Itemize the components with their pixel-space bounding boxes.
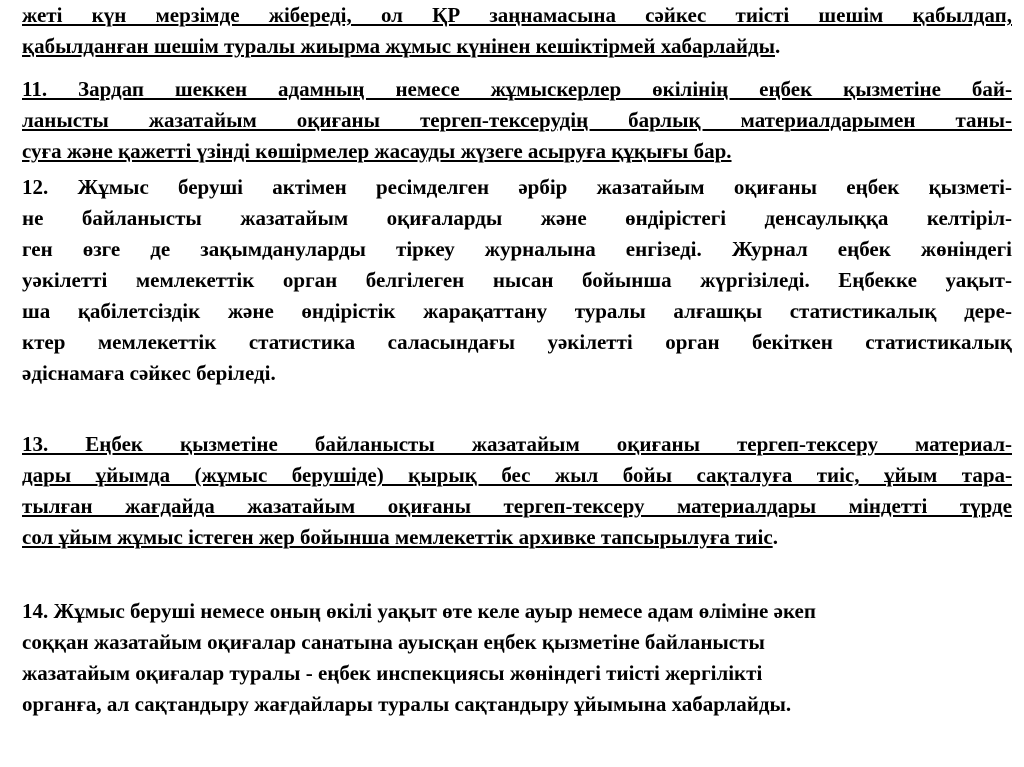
text-line: ланысты жазатайым оқиғаны тергеп-тексерудің барлық материалдарымен таны- [22, 108, 1012, 132]
text-line: суға және қажетті үзінді көшірмелер жасауды жүзеге асыруға құқығы бар. [22, 139, 732, 163]
text-line: ген өзге де зақымдануларды тіркеу журналына енгізеді. Журнал еңбек жөніндегі [22, 237, 1012, 261]
text-line: не байланысты жазатайым оқиғаларды және өндірістегі денсаулыққа келтіріл- [22, 206, 1012, 230]
paragraph-continuation [22, 0, 1012, 62]
text-line: тылған жағдайда жазатайым оқиғаны тергеп-тексеру материалдары міндетті түрде [22, 494, 1012, 518]
text-line [22, 522, 1012, 553]
paragraph-12 [22, 172, 1012, 389]
underlined-text: сол ұйым жұмыс істеген жер бойынша мемлекеттік архивке тапсырылуға тиіс [22, 525, 773, 549]
text-line: 11. Зардап шеккен адамның немесе жұмыскерлер өкілінің еңбек қызметіне бай- [22, 77, 1012, 101]
paragraph-13 [22, 429, 1012, 553]
trailing-period: . [772, 525, 778, 549]
text-line: 12. Жұмыс беруші актімен ресімделген әрбір жазатайым оқиғаны еңбек қызметі- [22, 175, 1012, 199]
text-line [22, 31, 1012, 62]
text-line: жазатайым оқиғалар туралы - еңбек инспекциясы жөніндегі тиісті жергілікті [22, 661, 763, 685]
text-line: 13. Еңбек қызметіне байланысты жазатайым оқиғаны тергеп-тексеру материал- [22, 432, 1012, 456]
underlined-text: қабылданған шешім туралы жиырма жұмыс күнінен кешіктірмей хабарлайды [22, 34, 776, 58]
text-line: ктер мемлекеттік статистика саласындағы уәкілетті орган бекіткен статистикалық [22, 330, 1012, 354]
text-line: әдіснамаға сәйкес беріледі. [22, 361, 276, 385]
text-line: соққан жазатайым оқиғалар санатына ауысқан еңбек қызметіне байланысты [22, 630, 765, 654]
text-line: органға, ал сақтандыру жағдайлары туралы сақтандыру ұйымына хабарлайды. [22, 692, 792, 716]
text-line: дары ұйымда (жұмыс берушіде) қырық бес жыл бойы сақталуға тиіс, ұйым тара- [22, 463, 1012, 487]
paragraph-14 [22, 596, 1012, 720]
text-line: жеті күн мерзімде жібереді, ол ҚР заңнамасына сәйкес тиісті шешім қабылдап, [22, 3, 1012, 27]
text-line: уәкілетті мемлекеттік орган белгілеген нысан бойынша жүргізіледі. Еңбекке уақыт- [22, 268, 1012, 292]
trailing-period: . [775, 34, 781, 58]
text-line: 14. Жұмыс беруші немесе оның өкілі уақыт өте келе ауыр немесе адам өліміне әкеп [22, 599, 816, 623]
paragraph-11 [22, 74, 1012, 167]
text-line: ша қабілетсіздік және өндірістік жарақаттану туралы алғашқы статистикалық дере- [22, 299, 1012, 323]
